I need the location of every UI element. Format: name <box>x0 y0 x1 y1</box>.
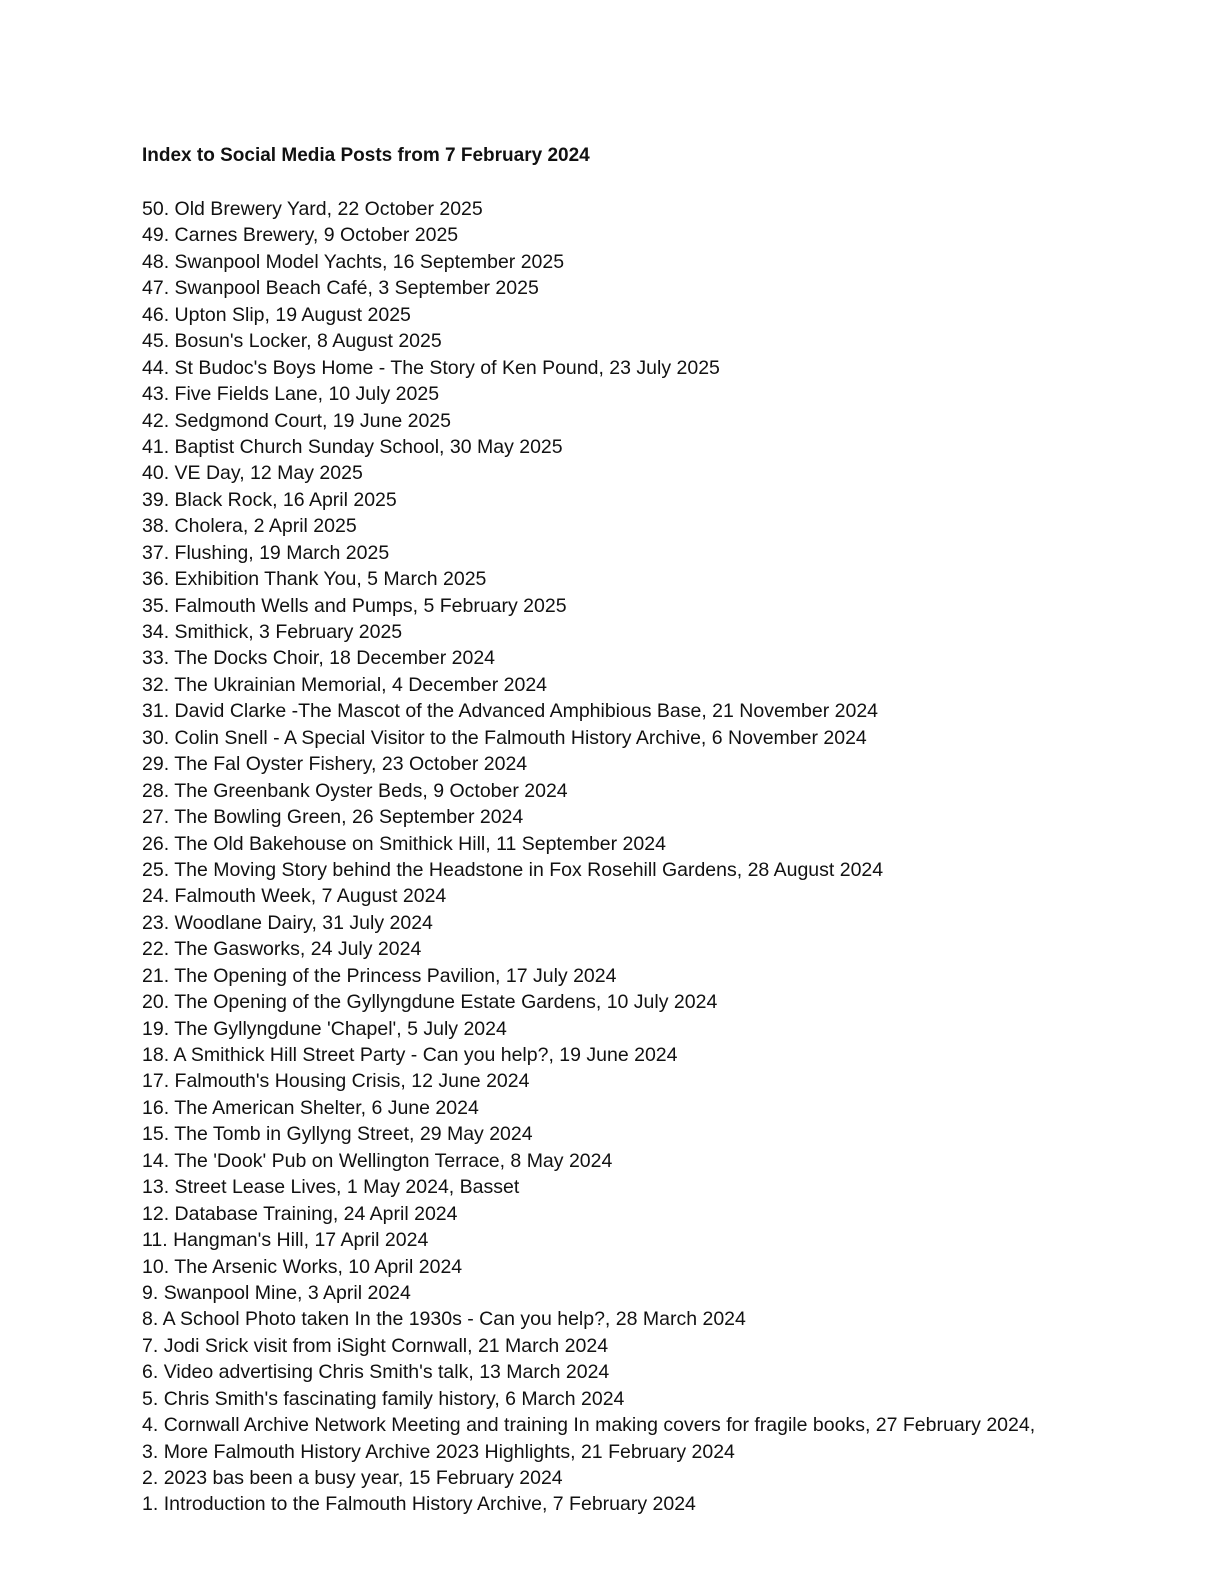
entry-number: 49 . <box>142 224 175 246</box>
entry-number: 12 . <box>142 1203 175 1225</box>
entry-number: 13 . <box>142 1176 175 1198</box>
entry-text: The Bowling Green, 26 September 2024 <box>174 806 524 829</box>
entry-number: 37 . <box>142 542 175 564</box>
entry-text: The American Shelter, 6 June 2024 <box>174 1096 479 1119</box>
entry-number: 7 . <box>142 1335 164 1357</box>
list-item <box>142 540 1035 566</box>
entry-text: VE Day, 12 May 2025 <box>174 462 363 485</box>
entry-text: Hangman's Hill, 17 April 2024 <box>173 1229 429 1252</box>
list-item <box>142 910 1035 936</box>
entry-number: 36 . <box>142 568 175 590</box>
list-item <box>142 1386 1035 1412</box>
entry-text: Video advertising Chris Smith's talk, 13 March 2024 <box>163 1361 610 1384</box>
entry-number: 16 . <box>142 1097 174 1119</box>
entry-text: Introduction to the Falmouth History Archive, 7 February 2024 <box>163 1493 696 1516</box>
entry-text: The Arsenic Works, 10 April 2024 <box>174 1255 463 1278</box>
list-item <box>142 1148 1035 1174</box>
entry-number: 1 . <box>142 1493 164 1515</box>
entry-number: 18 . <box>142 1044 173 1066</box>
entry-text: Database Training, 24 April 2024 <box>174 1202 458 1225</box>
list-item <box>142 883 1035 909</box>
entry-text: Five Fields Lane, 10 July 2025 <box>174 383 440 406</box>
list-item <box>142 857 1035 883</box>
list-item <box>142 381 1035 407</box>
entry-number: 19 . <box>142 1018 174 1040</box>
entry-number: 27 . <box>142 806 174 828</box>
list-item <box>142 196 1035 222</box>
entry-number: 43 . <box>142 383 175 405</box>
list-item <box>142 487 1035 513</box>
entry-text: The Old Bakehouse on Smithick Hill, 11 September 2024 <box>174 832 666 855</box>
list-item <box>142 222 1035 248</box>
list-item <box>142 328 1035 354</box>
entry-number: 6 . <box>142 1361 164 1383</box>
entry-number: 39 . <box>142 489 175 511</box>
entry-text: Baptist Church Sunday School, 30 May 2025 <box>174 435 563 458</box>
list-item <box>142 355 1035 381</box>
entry-text: St Budoc's Boys Home - The Story of Ken Pound, 23 July 2025 <box>174 356 720 379</box>
entry-number: 17 . <box>142 1070 175 1092</box>
entry-number: 20 . <box>142 991 174 1013</box>
entry-number: 41 . <box>142 436 175 458</box>
entry-text: Colin Snell - A Special Visitor to the Falmouth History Archive, 6 November 2024 <box>174 726 867 749</box>
entry-number: 30 . <box>142 727 175 749</box>
entry-text: The Opening of the Princess Pavilion, 17 July 2024 <box>174 964 617 987</box>
entry-number: 14 . <box>142 1150 174 1172</box>
entry-number: 32 . <box>142 674 174 696</box>
list-item <box>142 619 1035 645</box>
list-item <box>142 831 1035 857</box>
entry-text: The Greenbank Oyster Beds, 9 October 2024 <box>174 779 568 802</box>
list-item <box>142 778 1035 804</box>
entry-number: 11 . <box>142 1229 173 1251</box>
entry-number: 35 . <box>142 595 175 617</box>
entry-number: 33 . <box>142 647 174 669</box>
entry-number: 26 . <box>142 833 174 855</box>
list-item <box>142 513 1035 539</box>
list-item <box>142 1439 1035 1465</box>
list-item <box>142 645 1035 671</box>
entry-number: 4 . <box>142 1414 164 1436</box>
entry-text: Woodlane Dairy, 31 July 2024 <box>174 911 433 934</box>
list-item <box>142 698 1035 724</box>
list-item <box>142 302 1035 328</box>
list-item <box>142 1227 1035 1253</box>
list-item <box>142 804 1035 830</box>
entry-text: Chris Smith's fascinating family history, 6 March 2024 <box>163 1387 625 1410</box>
entry-text: More Falmouth History Archive 2023 Highlights, 21 February 2024 <box>163 1440 735 1463</box>
document-title: Index to Social Media Posts from 7 February 2024 <box>142 145 590 166</box>
entry-number: 50 . <box>142 198 175 220</box>
list-item <box>142 408 1035 434</box>
entry-number: 24 . <box>142 885 175 907</box>
entry-text: Falmouth Wells and Pumps, 5 February 2025 <box>174 594 567 617</box>
entry-text: Swanpool Mine, 3 April 2024 <box>163 1281 411 1304</box>
entry-number: 47 . <box>142 277 175 299</box>
list-item <box>142 1333 1035 1359</box>
entry-number: 23 . <box>142 912 175 934</box>
list-item <box>142 1280 1035 1306</box>
entry-number: 9 . <box>142 1282 164 1304</box>
list-item <box>142 989 1035 1015</box>
list-item <box>142 1306 1035 1332</box>
entry-text: Carnes Brewery, 9 October 2025 <box>174 224 459 247</box>
entry-text: Falmouth's Housing Crisis, 12 June 2024 <box>174 1070 530 1093</box>
list-item <box>142 249 1035 275</box>
list-item <box>142 1412 1035 1438</box>
entry-number: 25 . <box>142 859 174 881</box>
entry-text: Exhibition Thank You, 5 March 2025 <box>174 568 487 591</box>
list-item <box>142 672 1035 698</box>
entry-text: The Fal Oyster Fishery, 23 October 2024 <box>174 753 528 776</box>
entry-number: 31 . <box>142 700 175 722</box>
entry-text: Black Rock, 16 April 2025 <box>174 488 397 511</box>
entry-number: 42 . <box>142 410 175 432</box>
entry-text: Bosun's Locker, 8 August 2025 <box>174 330 442 353</box>
entry-text: The Gasworks, 24 July 2024 <box>174 938 422 961</box>
entry-number: 22 . <box>142 938 174 960</box>
entry-text: 2023 bas been a busy year, 15 February 2024 <box>163 1467 563 1489</box>
list-item <box>142 1491 1035 1517</box>
entry-text: Falmouth Week, 7 August 2024 <box>174 885 447 908</box>
list-item <box>142 1201 1035 1227</box>
entry-text: Sedgmond Court, 19 June 2025 <box>174 409 451 432</box>
entry-number: 21 . <box>142 965 174 987</box>
list-item <box>142 593 1035 619</box>
entry-text: A School Photo taken In the 1930s - Can you help?, 28 March 2024 <box>162 1308 746 1331</box>
entry-text: David Clarke -The Mascot of the Advanced Amphibious Base, 21 November 2024 <box>174 700 879 723</box>
list-item <box>142 751 1035 777</box>
list-item <box>142 1174 1035 1200</box>
entry-number: 46 . <box>142 304 175 326</box>
list-item <box>142 725 1035 751</box>
list-item <box>142 963 1035 989</box>
entry-text: Swanpool Beach Café, 3 September 2025 <box>174 277 539 300</box>
entry-text: Street Lease Lives, 1 May 2024, Basset <box>174 1176 520 1199</box>
entry-number: 38 . <box>142 515 175 537</box>
entry-text: The Moving Story behind the Headstone in Fox Rosehill Gardens, 28 August 2024 <box>174 858 884 881</box>
list-item <box>142 1095 1035 1121</box>
list-item <box>142 275 1035 301</box>
entry-text: The Opening of the Gyllyngdune Estate Gardens, 10 July 2024 <box>174 991 718 1014</box>
entry-text: The Docks Choir, 18 December 2024 <box>174 647 496 670</box>
entry-number: 5 . <box>142 1388 164 1410</box>
list-item <box>142 1042 1035 1068</box>
post-index-list <box>142 196 1035 1518</box>
entry-number: 10 . <box>142 1256 174 1278</box>
entry-text: Old Brewery Yard, 22 October 2025 <box>174 198 483 220</box>
entry-text: Cholera, 2 April 2025 <box>174 515 357 538</box>
list-item <box>142 1254 1035 1280</box>
entry-text: Swanpool Model Yachts, 16 September 2025 <box>174 250 565 273</box>
entry-text: Flushing, 19 March 2025 <box>174 541 390 564</box>
list-item <box>142 434 1035 460</box>
list-item <box>142 1016 1035 1042</box>
list-item <box>142 936 1035 962</box>
entry-number: 29 . <box>142 753 174 775</box>
entry-number: 45 . <box>142 330 175 352</box>
entry-text: A Smithick Hill Street Party - Can you help?, 19 June 2024 <box>173 1044 678 1066</box>
entry-number: 3 . <box>142 1441 164 1463</box>
list-item <box>142 1121 1035 1147</box>
list-item <box>142 1068 1035 1094</box>
entry-number: 28 . <box>142 780 174 802</box>
entry-number: 48 . <box>142 251 175 273</box>
entry-number: 8 . <box>142 1308 163 1330</box>
entry-number: 15 . <box>142 1123 174 1145</box>
entry-text: The Ukrainian Memorial, 4 December 2024 <box>174 673 548 696</box>
entry-text: Upton Slip, 19 August 2025 <box>174 303 411 326</box>
entry-text: The Gyllyngdune 'Chapel', 5 July 2024 <box>174 1017 507 1040</box>
entry-text: The 'Dook' Pub on Wellington Terrace, 8 May 2024 <box>174 1149 613 1172</box>
entry-text: Smithick, 3 February 2025 <box>174 621 403 643</box>
list-item <box>142 566 1035 592</box>
entry-number: 44 . <box>142 357 175 379</box>
entry-number: 40 . <box>142 462 175 484</box>
entry-text: Cornwall Archive Network Meeting and training In making covers for fragile books, 27 February 2024, <box>163 1414 1036 1437</box>
entry-text: Jodi Srick visit from iSight Cornwall, 21 March 2024 <box>163 1334 609 1357</box>
list-item <box>142 1465 1035 1491</box>
list-item <box>142 1359 1035 1385</box>
entry-text: The Tomb in Gyllyng Street, 29 May 2024 <box>174 1123 533 1146</box>
entry-number: 34 . <box>142 621 175 643</box>
list-item <box>142 460 1035 486</box>
entry-number: 2 . <box>142 1467 164 1489</box>
